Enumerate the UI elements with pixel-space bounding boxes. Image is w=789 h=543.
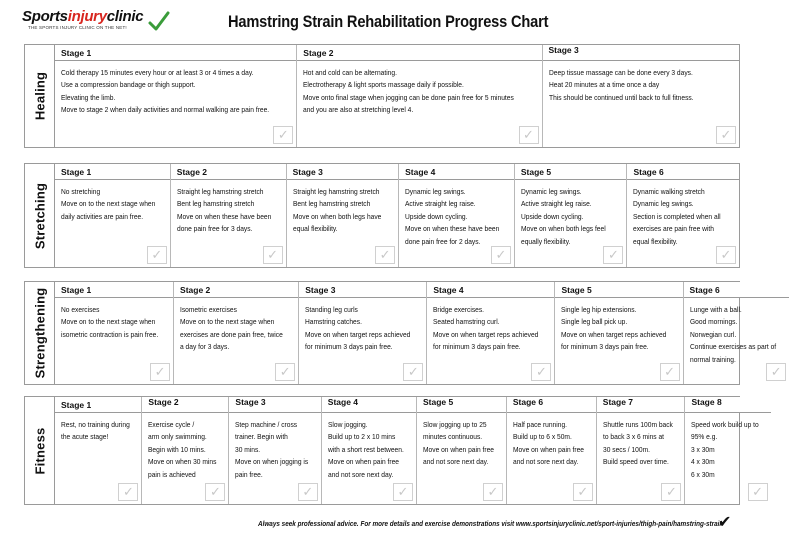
footer-check-icon: ✔ [718, 512, 732, 531]
stage-complete-checkbox[interactable] [660, 363, 680, 381]
instruction-line: isometric contraction is pain free. [61, 329, 159, 339]
stage-heading: Stage 2 [174, 282, 298, 298]
instruction-line: Build up to 2 x 10 mins [327, 432, 396, 442]
footer-note: Always seek professional advice. For more details and exercise demonstrations visit www.sportsinjuryclinic.net/sport-injuries/thigh-pain/hamstring-strain [258, 519, 724, 528]
stage-complete-checkbox[interactable] [273, 126, 293, 144]
stage-heading: Stage 3 [543, 45, 740, 61]
stage-complete-checkbox[interactable] [519, 126, 539, 144]
instruction-line: Bent leg hamstring stretch [292, 199, 370, 209]
instruction-line: arm only swimming. [148, 432, 208, 442]
instruction-line: Single leg ball pick up. [561, 317, 628, 327]
stage-instructions [543, 61, 740, 104]
stage-complete-checkbox[interactable] [766, 363, 786, 381]
healing-label-text: Healing [32, 71, 47, 121]
page-title: Hamstring Strain Rehabilitation Progress Chart [228, 12, 549, 31]
stage-instructions [684, 298, 789, 366]
stage-complete-checkbox[interactable] [205, 483, 225, 501]
stage-heading: Stage 7 [597, 397, 685, 413]
stage-instructions [287, 180, 399, 236]
checkmark-icon: ✓ [379, 247, 391, 263]
instruction-line: Move to stage 2 when daily activities and normal walking are pain free. [61, 105, 270, 115]
instruction-line: Build up to 6 x 50m. [512, 432, 572, 442]
instruction-line: Move on when target reps achieved [561, 329, 667, 339]
fitness-label-text: Fitness [32, 427, 47, 474]
strengthening-stage-5 [554, 282, 682, 384]
stretching-stage-3 [286, 164, 399, 267]
instruction-line: Isometric exercises [180, 305, 237, 314]
instruction-line: the acute stage! [61, 432, 109, 442]
fitness-side-label [24, 396, 54, 505]
instruction-line: and you are also at stretching level 4. [303, 105, 414, 115]
stage-instructions [515, 180, 627, 248]
instruction-line: Continue exercises as part of [689, 342, 776, 352]
instruction-line: Dynamic leg swings. [405, 187, 466, 196]
checkmark-icon: ✓ [487, 484, 499, 500]
stage-instructions [597, 413, 685, 469]
stretching-stage-5 [514, 164, 627, 267]
checkmark-icon: ✓ [607, 247, 619, 263]
instruction-line: Move onto final stage when jogging can be done pain free for 5 minutes [303, 92, 515, 102]
checkmark-icon: ✓ [154, 364, 166, 380]
stage-heading: Stage 6 [627, 164, 739, 180]
instruction-line: pain is achieved [148, 469, 197, 479]
stage-heading: Stage 2 [297, 45, 541, 61]
instruction-line: Single leg hip extensions. [561, 305, 637, 314]
checkmark-icon: ✓ [397, 484, 409, 500]
stage-heading: Stage 8 [685, 397, 770, 413]
stage-heading: Stage 2 [171, 164, 286, 180]
fitness-section [24, 396, 764, 505]
fitness-stage-3 [228, 397, 320, 504]
instruction-line: Step machine / cross [235, 420, 298, 429]
instruction-line: Move on when both legs have [292, 211, 381, 221]
checkmark-icon: ✓ [770, 364, 782, 380]
stage-instructions [627, 180, 739, 248]
healing-stage-2 [296, 45, 541, 147]
stage-instructions [417, 413, 506, 469]
instruction-line: Upside down cycling. [405, 211, 468, 221]
instruction-line: Dynamic leg swings. [633, 199, 695, 209]
instruction-line: to back 3 x 6 mins at [602, 432, 664, 442]
stretching-label-text: Stretching [32, 182, 47, 249]
instruction-line: Move on to the next stage when [61, 199, 156, 209]
strengthening-stage-1 [55, 282, 173, 384]
healing-side-label [24, 44, 54, 148]
fitness-stage-grid [54, 396, 764, 505]
stage-heading: Stage 1 [55, 397, 141, 413]
checkmark-icon: ✓ [664, 364, 675, 380]
instruction-line: Move on when these have been [176, 211, 272, 221]
healing-stage-1 [55, 45, 296, 147]
instruction-line: and not sore next day. [327, 469, 394, 479]
instruction-line: done pain free for 2 days. [405, 236, 481, 246]
stage-instructions [55, 180, 170, 223]
stage-complete-checkbox[interactable] [275, 363, 295, 381]
stage-complete-checkbox[interactable] [298, 483, 318, 501]
instruction-line: Straight leg hamstring stretch [292, 187, 380, 196]
checkmark-icon: ✓ [407, 364, 419, 380]
instruction-line: Active straight leg raise. [405, 199, 476, 209]
instruction-line: Move on when jogging is [235, 457, 309, 467]
stage-complete-checkbox[interactable] [403, 363, 423, 381]
instruction-line: Begin with 10 mins. [148, 444, 207, 454]
stage-instructions [55, 61, 296, 117]
stage-instructions [685, 413, 770, 481]
instruction-line: 30 mins. [235, 444, 261, 454]
instruction-line: equal flexibility. [292, 224, 338, 234]
instruction-line: 95% e.g. [691, 432, 718, 442]
checkmark-icon: ✓ [279, 364, 291, 380]
instruction-line: Move on to the next stage when [180, 317, 275, 327]
checkmark-icon: ✓ [720, 127, 732, 143]
instruction-line: Good mornings. [689, 317, 737, 327]
instruction-line: 30 secs / 100m. [602, 444, 650, 454]
checkmark-icon: ✓ [752, 484, 764, 500]
healing-stage-3 [542, 45, 740, 147]
strengthening-section [24, 281, 782, 385]
strengthening-side-label [24, 281, 54, 385]
stage-heading: Stage 3 [229, 397, 320, 413]
logo-word-injury: injury [67, 8, 107, 25]
stage-instructions [427, 298, 554, 354]
stage-complete-checkbox[interactable] [603, 246, 623, 264]
instruction-line: Elevating the limb. [61, 92, 116, 102]
stretching-stage-1 [55, 164, 170, 267]
instruction-line: Active straight leg raise. [520, 199, 592, 209]
stage-heading: Stage 1 [55, 164, 170, 180]
stage-complete-checkbox[interactable] [393, 483, 413, 501]
fitness-stage-6 [506, 397, 596, 504]
instruction-line: Hot and cold can be alternating. [303, 68, 398, 77]
instruction-line: Move on when both legs feel [520, 224, 606, 234]
checkmark-icon: ✓ [267, 247, 279, 263]
instruction-line: Move on when 30 mins [148, 457, 217, 467]
sportsinjuryclinic-logo[interactable] [22, 8, 172, 38]
instruction-line: exercises are done pain free, twice [180, 329, 283, 339]
instruction-line: Move on when target reps achieved [305, 329, 411, 339]
fitness-stage-8 [684, 397, 770, 504]
instruction-line: 6 x 30m [691, 469, 716, 479]
instruction-line: Move on when these have been [405, 224, 500, 234]
stage-complete-checkbox[interactable] [483, 483, 503, 501]
instruction-line: Straight leg hamstring stretch [176, 187, 264, 196]
instruction-line: Norwegian curl. [689, 329, 736, 339]
stage-heading: Stage 2 [142, 397, 228, 413]
instruction-line: equally flexibility. [520, 236, 571, 246]
instruction-line: 3 x 30m [691, 444, 716, 454]
stage-heading: Stage 1 [55, 45, 296, 61]
instruction-line: trainer. Begin with [235, 432, 289, 442]
stage-complete-checkbox[interactable] [748, 483, 768, 501]
stage-instructions [55, 413, 141, 444]
stage-heading: Stage 4 [427, 282, 554, 298]
instruction-line: Bridge exercises. [433, 305, 485, 314]
instruction-line: Half pace running. [512, 420, 567, 429]
instruction-line: Move on when pain free [512, 444, 584, 454]
stage-instructions [174, 298, 298, 354]
instruction-line: Slow jogging. [327, 420, 368, 429]
instruction-line: equal flexibility. [633, 236, 679, 246]
stage-complete-checkbox[interactable] [118, 483, 138, 501]
strengthening-stage-4 [426, 282, 554, 384]
checkmark-icon: ✓ [151, 247, 163, 263]
instruction-line: Heat 20 minutes at a time once a day [548, 80, 659, 90]
instruction-line: Upside down cycling. [520, 211, 584, 221]
stretching-side-label [24, 163, 54, 268]
checkmark-icon: ✓ [277, 127, 289, 143]
stretching-section [24, 163, 740, 268]
fitness-stage-7 [596, 397, 685, 504]
instruction-line: 4 x 30m [691, 457, 716, 467]
instruction-line: No exercises [61, 305, 100, 314]
fitness-stage-1 [55, 397, 141, 504]
checkmark-icon: ✓ [577, 484, 589, 500]
instruction-line: Standing leg curls [305, 305, 359, 314]
healing-section [24, 44, 740, 148]
instruction-line: Dynamic leg swings. [520, 187, 582, 196]
stage-complete-checkbox[interactable] [491, 246, 511, 264]
checkmark-icon: ✓ [665, 484, 677, 500]
stage-heading: Stage 5 [515, 164, 627, 180]
instruction-line: Cold therapy 15 minutes every hour or at least 3 or 4 times a day. [61, 68, 254, 77]
instruction-line: minutes continuous. [423, 432, 483, 442]
stage-instructions [299, 298, 426, 354]
stage-complete-checkbox[interactable] [531, 363, 551, 381]
instruction-line: Use a compression bandage or thigh support. [61, 80, 196, 90]
stage-heading: Stage 4 [322, 397, 416, 413]
logo-word-sports: Sports [22, 8, 68, 25]
instruction-line: Rest, no training during [61, 420, 130, 429]
stage-complete-checkbox[interactable] [375, 246, 395, 264]
stage-complete-checkbox[interactable] [716, 246, 736, 264]
stage-instructions [171, 180, 286, 236]
stage-instructions [507, 413, 596, 469]
instruction-line: Move on when target reps achieved [433, 329, 539, 339]
instruction-line: Seated hamstring curl. [433, 317, 500, 327]
checkmark-icon: ✓ [720, 247, 732, 263]
instruction-line: Dynamic walking stretch [633, 187, 706, 196]
strengthening-label-text: Strengthening [32, 287, 47, 379]
instruction-line: Section is completed when all [633, 211, 722, 221]
strengthening-stage-3 [298, 282, 426, 384]
stage-heading: Stage 6 [684, 282, 789, 298]
instruction-line: and not sore next day. [512, 457, 579, 467]
instruction-line: and not sore next day. [423, 457, 489, 467]
stage-heading: Stage 6 [507, 397, 596, 413]
logo-tagline: THE SPORTS INJURY CLINIC ON THE NET! [28, 25, 127, 30]
fitness-stage-2 [141, 397, 228, 504]
stage-heading: Stage 3 [287, 164, 399, 180]
instruction-line: daily activities are pain free. [61, 211, 144, 221]
instruction-line: Move on when pain free [423, 444, 495, 454]
instruction-line: Lunge with a ball. [689, 305, 742, 314]
checkmark-icon: ✓ [535, 364, 547, 380]
stretching-stage-2 [170, 164, 286, 267]
instruction-line: a day for 3 days. [180, 342, 230, 352]
instruction-line: Electrotherapy & light sports massage daily if possible. [303, 80, 465, 90]
stage-instructions [55, 298, 173, 341]
instruction-line: Speed work build up to [691, 420, 760, 429]
instruction-line: Move on when pain free [327, 457, 399, 467]
fitness-stage-5 [416, 397, 506, 504]
stretching-stage-4 [398, 164, 514, 267]
stage-heading: Stage 1 [55, 282, 173, 298]
logo-word-clinic: clinic [106, 8, 144, 25]
instruction-line: normal training. [689, 354, 736, 364]
stage-complete-checkbox[interactable] [147, 246, 167, 264]
stage-complete-checkbox[interactable] [573, 483, 593, 501]
checkmark-icon: ✓ [209, 484, 221, 500]
stage-complete-checkbox[interactable] [716, 126, 736, 144]
logo-swoosh-icon [148, 10, 170, 32]
stage-heading: Stage 5 [555, 282, 682, 298]
stage-complete-checkbox[interactable] [150, 363, 170, 381]
instruction-line: Bent leg hamstring stretch [176, 199, 255, 209]
stage-instructions [142, 413, 228, 481]
instruction-line: for minimum 3 days pain free. [305, 342, 393, 352]
strengthening-stage-6 [683, 282, 789, 384]
instruction-line: Slow jogging up to 25 [423, 420, 487, 429]
stage-heading: Stage 3 [299, 282, 426, 298]
strengthening-stage-2 [173, 282, 298, 384]
checkmark-icon: ✓ [523, 127, 534, 143]
instruction-line: No stretching [61, 187, 101, 196]
fitness-stage-4 [321, 397, 416, 504]
stage-instructions [555, 298, 682, 354]
stage-complete-checkbox[interactable] [661, 483, 681, 501]
checkmark-icon: ✓ [495, 247, 507, 263]
instruction-line: exercises are pain free with [633, 224, 715, 234]
healing-stage-grid [54, 44, 740, 148]
stage-instructions [297, 61, 541, 117]
stretching-stage-6 [626, 164, 739, 267]
instruction-line: Deep tissue massage can be done every 3 days. [548, 68, 693, 77]
instruction-line: Build speed over time. [602, 457, 669, 467]
stage-heading: Stage 4 [399, 164, 514, 180]
instruction-line: for minimum 3 days pain free. [433, 342, 521, 352]
strengthening-stage-grid [54, 281, 782, 385]
stage-heading: Stage 5 [417, 397, 506, 413]
instruction-line: Exercise cycle / [148, 420, 195, 429]
instruction-line: Hamstring catches. [305, 317, 363, 327]
instruction-line: pain free. [235, 469, 264, 479]
instruction-line: Shuttle runs 100m back [602, 420, 673, 429]
stage-complete-checkbox[interactable] [263, 246, 283, 264]
instruction-line: done pain free for 3 days. [176, 224, 253, 234]
stretching-stage-grid [54, 163, 740, 268]
instruction-line: Move on to the next stage when [61, 317, 156, 327]
instruction-line: for minimum 3 days pain free. [561, 342, 650, 352]
stage-instructions [229, 413, 320, 481]
stage-instructions [399, 180, 514, 248]
instruction-line: with a short rest between. [327, 444, 404, 454]
checkmark-icon: ✓ [122, 484, 134, 500]
checkmark-icon: ✓ [302, 484, 314, 500]
instruction-line: This should be continued until back to full fitness. [548, 92, 694, 102]
stage-instructions [322, 413, 416, 481]
